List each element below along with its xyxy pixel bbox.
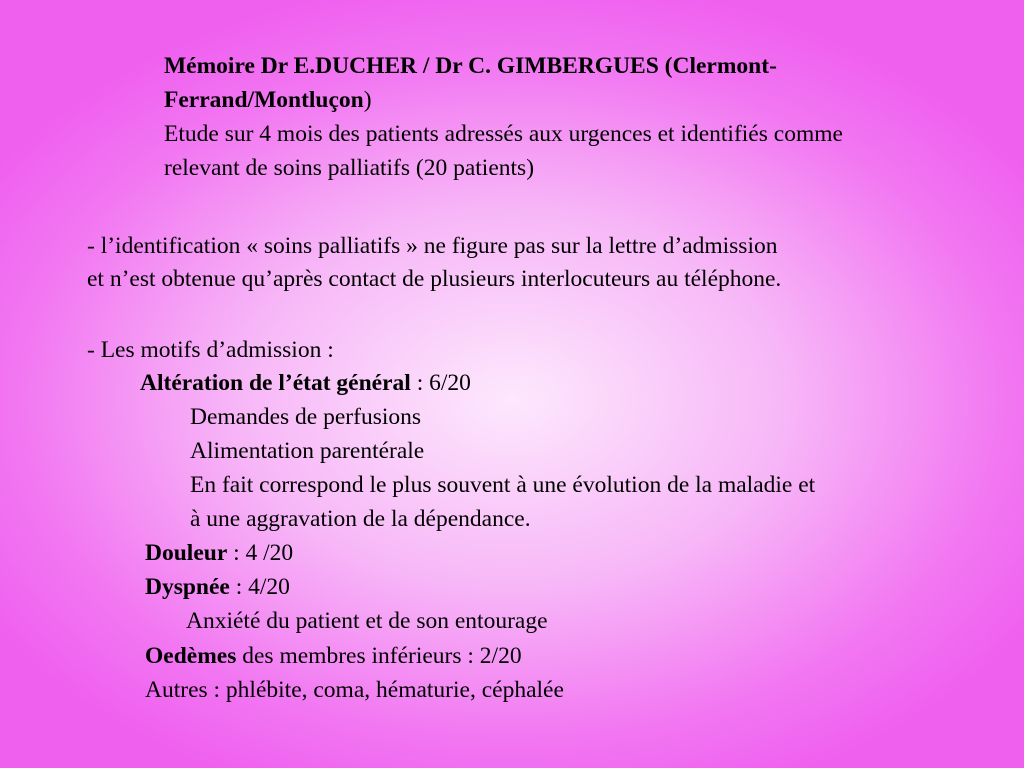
dyspnee-label: Dyspnée (145, 574, 230, 600)
title-line-2 (164, 85, 372, 115)
dyspnee-detail: Anxiété du patient et de son entourage (186, 608, 548, 634)
alteration-label: Altération de l’état général (140, 370, 411, 396)
identification-line-2: et n’est obtenue qu’après contact de plusieurs interlocuteurs au téléphone. (87, 266, 782, 292)
dyspnee-value: : 4/20 (229, 574, 290, 600)
alteration-detail-1: Demandes de perfusions (190, 404, 422, 430)
oedemes-label: Oedèmes (145, 643, 237, 669)
motifs-heading: - Les motifs d’admission : (87, 337, 334, 363)
intro-line-2: relevant de soins palliatifs (20 patients) (164, 155, 535, 181)
alteration-detail-4: à une aggravation de la dépendance. (190, 506, 531, 532)
identification-line-1: - l’identification « soins palliatifs » ne figure pas sur la lettre d’admission (87, 233, 778, 259)
oedemes-value: des membres inférieurs : 2/20 (236, 643, 522, 669)
douleur-item (145, 538, 293, 568)
alteration-detail-2: Alimentation parentérale (190, 438, 425, 464)
alteration-value: : 6/20 (410, 370, 471, 396)
oedemes-item (145, 641, 522, 671)
title-line-2-tail: ) (363, 87, 372, 113)
intro-line-1: Etude sur 4 mois des patients adressés aux urgences et identifiés comme (164, 121, 843, 147)
dyspnee-item (145, 572, 290, 602)
autres-item: Autres : phlébite, coma, hématurie, céphalée (145, 677, 564, 703)
alteration-detail-3: En fait correspond le plus souvent à une évolution de la maladie et (190, 472, 816, 498)
title-line-2-text: Ferrand/Montluçon (164, 87, 364, 113)
title-line-1: Mémoire Dr E.DUCHER / Dr C. GIMBERGUES (Clermont- (164, 53, 777, 79)
douleur-value: : 4 /20 (227, 540, 294, 566)
alteration-item (140, 368, 471, 398)
douleur-label: Douleur (145, 540, 228, 566)
